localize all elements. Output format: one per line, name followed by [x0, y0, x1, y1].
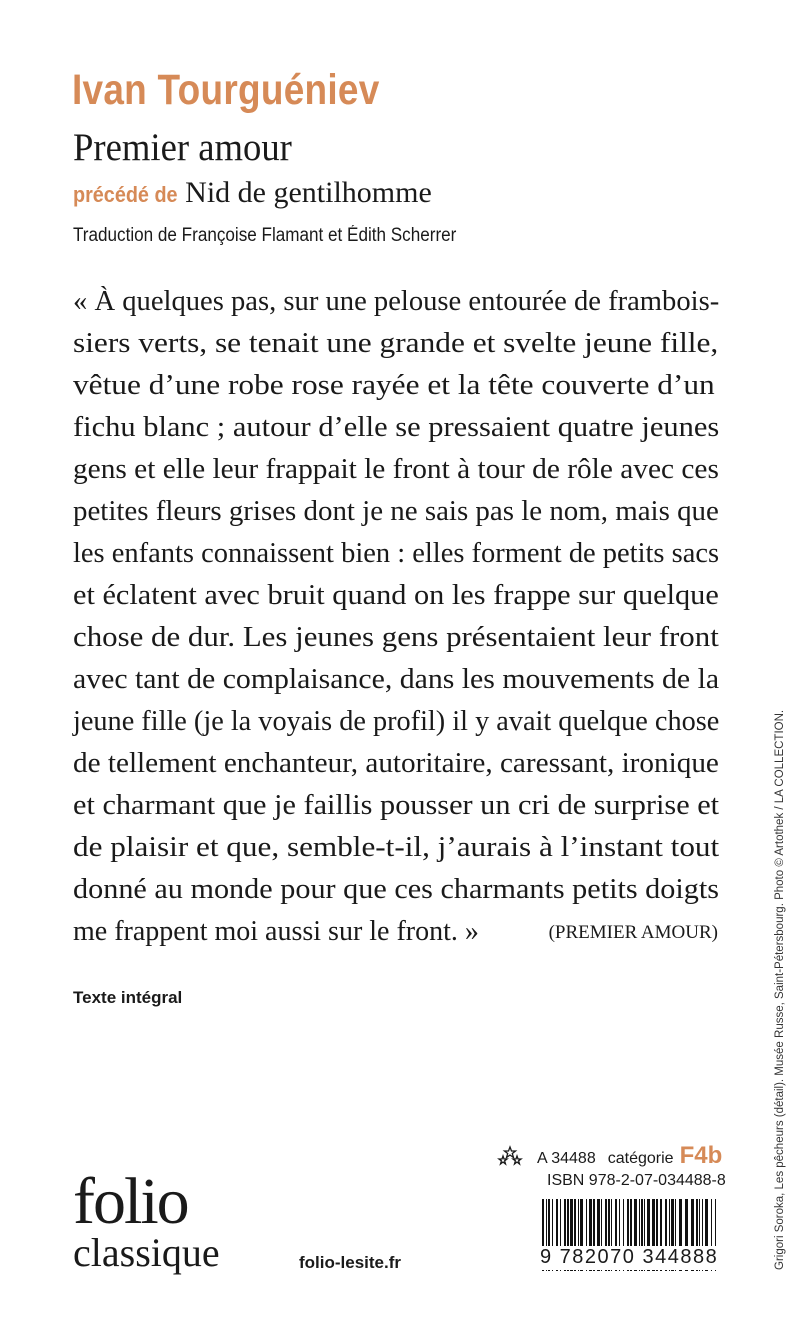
isbn: ISBN 978-2-07-034488-8 — [547, 1172, 726, 1189]
catalog-ref: A 34488 — [537, 1150, 596, 1167]
book-title: Premier amour — [73, 126, 292, 169]
website-link: folio-lesite.fr — [299, 1253, 402, 1272]
excerpt-line: avec tant de complaisance, dans les mouvements de la — [73, 664, 720, 695]
integral-text-label: Texte intégral — [73, 988, 183, 1007]
excerpt-line: fichu blanc ; autour d’elle se pressaient quatre jeunes — [73, 412, 720, 443]
excerpt-line: jeune fille (je la voyais de profil) il y avait quelque chose — [73, 706, 720, 737]
excerpt-line: les enfants connaissent bien : elles forment de petits sacs — [73, 538, 720, 569]
translation-credit: Traduction de Françoise Flamant et Édith Scherrer — [73, 225, 457, 246]
excerpt-line: gens et elle leur frappait le front à tour de rôle avec ces — [73, 454, 719, 485]
logo-classique-word: classique — [73, 1230, 220, 1275]
excerpt-line: petites fleurs grises dont je ne sais pas le nom, mais que — [73, 496, 719, 527]
excerpt-attribution: (PREMIER AMOUR) — [548, 922, 718, 943]
barcode-digits: 9 782070 344888 — [540, 1246, 719, 1268]
cover-credit: Grigori Soroka, Les pêcheurs (détail). Musée Russe, Saint-Pétersbourg. Photo © Artothek / LA COLLECTION. — [774, 709, 786, 1270]
category-code: F4b — [679, 1142, 723, 1169]
gallimard-stars-icon — [497, 1145, 523, 1167]
excerpt-line: donné au monde pour que ces charmants petits doigts — [73, 874, 720, 905]
author-name: Ivan Tourguéniev — [72, 66, 380, 114]
excerpt-line: me frappent moi aussi sur le front. » — [73, 916, 479, 947]
category-label: catégorie — [607, 1150, 674, 1167]
excerpt-line: vêtue d’une robe rose rayée et la tête couverte d’un — [73, 370, 715, 401]
excerpt-line: et charmant que je faillis pousser un cri de surprise et — [73, 790, 720, 821]
catalog-line — [497, 1142, 722, 1170]
preceded-label: précédé de — [73, 182, 178, 207]
excerpt-line: siers verts, se tenait une grande et svelte jeune fille, — [73, 328, 719, 359]
excerpt-line: chose de dur. Les jeunes gens présentaient leur front — [73, 622, 719, 653]
logo-folio-word: folio — [73, 1165, 188, 1238]
excerpt-line: et éclatent avec bruit quand on les frappe sur quelque — [73, 580, 719, 611]
excerpt-line: de plaisir et que, semble-t-il, j’aurais à l’instant tout — [73, 832, 720, 863]
excerpt-quote — [73, 281, 733, 953]
excerpt-line: de tellement enchanteur, autoritaire, caressant, ironique — [73, 748, 719, 779]
folio-classique-logo — [73, 1165, 220, 1275]
excerpt-line: « À quelques pas, sur une pelouse entourée de frambois- — [73, 286, 720, 317]
preceded-by — [73, 176, 432, 210]
preceded-title: Nid de gentilhomme — [185, 176, 432, 209]
